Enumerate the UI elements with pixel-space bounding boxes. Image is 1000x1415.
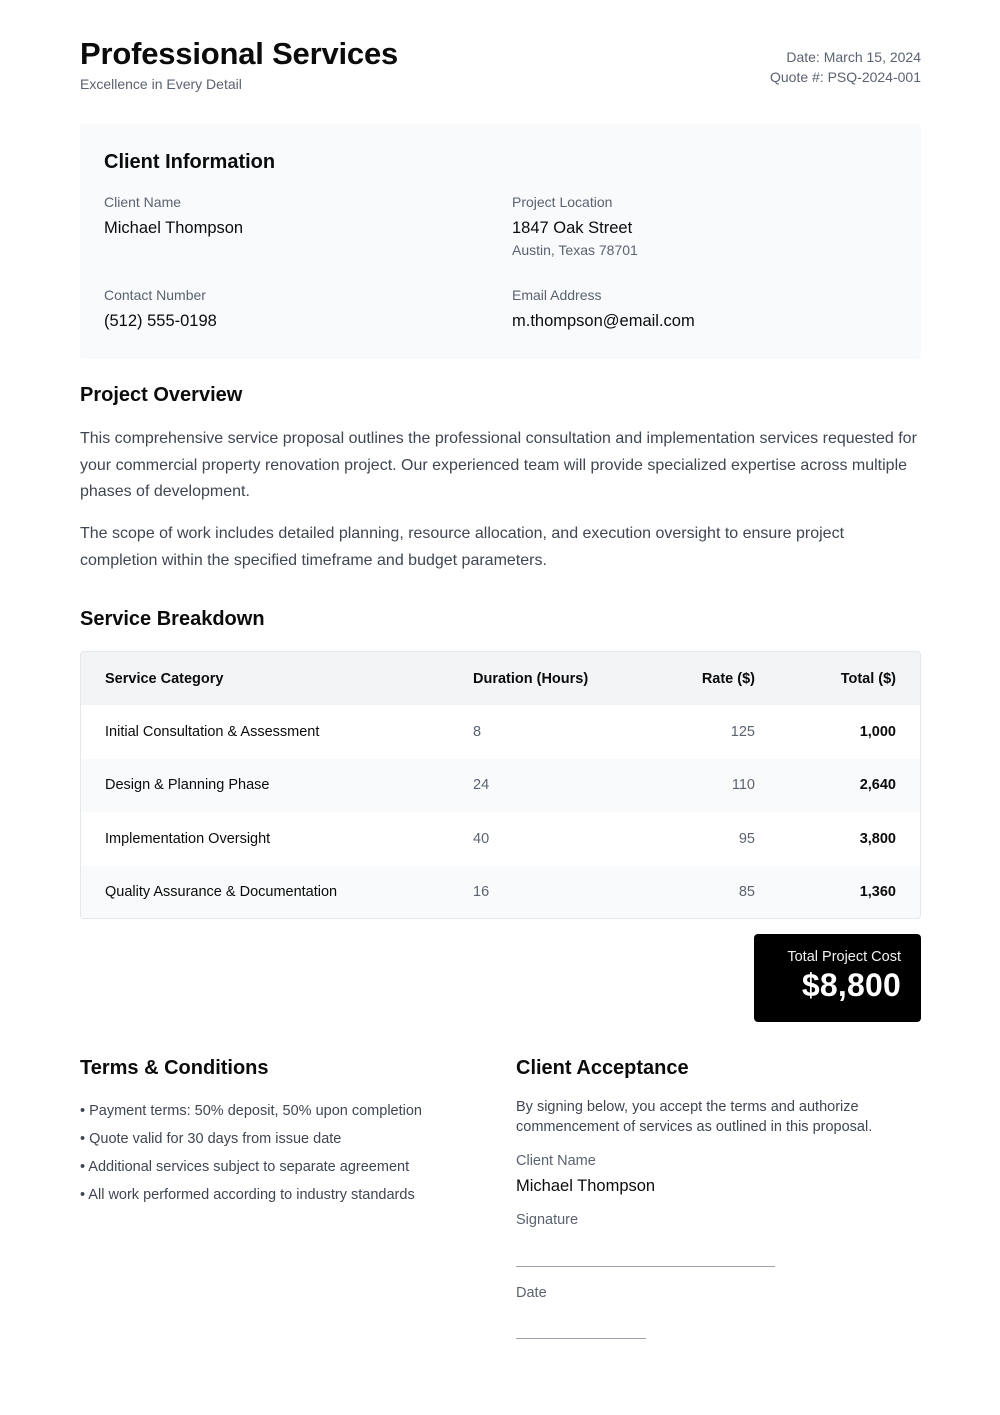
client-info-heading: Client Information bbox=[104, 151, 276, 173]
acceptance-client-name-label: Client Name bbox=[516, 1153, 596, 1169]
list-item: • Payment terms: 50% deposit, 50% upon completion bbox=[80, 1103, 422, 1119]
acceptance-client-name-field bbox=[516, 1153, 921, 1196]
list-item: • Quote valid for 30 days from issue date bbox=[80, 1131, 342, 1147]
project-location-field bbox=[512, 194, 638, 258]
project-location-city: Austin, Texas 78701 bbox=[512, 242, 638, 258]
list-item: • All work performed according to industry standards bbox=[80, 1187, 415, 1203]
date-line[interactable] bbox=[516, 1338, 646, 1339]
table-header-row bbox=[81, 652, 920, 705]
service-category-cell: Design & Planning Phase bbox=[105, 777, 270, 794]
service-breakdown-heading: Service Breakdown bbox=[80, 608, 265, 630]
rate-cell: 95 bbox=[738, 830, 755, 847]
table-row bbox=[81, 812, 920, 866]
service-breakdown-table bbox=[80, 651, 921, 919]
company-title: Professional Services bbox=[80, 36, 399, 71]
list-item: • Additional services subject to separate agreement bbox=[80, 1159, 410, 1175]
table-row bbox=[81, 759, 920, 813]
acceptance-heading: Client Acceptance bbox=[516, 1057, 689, 1079]
client-acceptance-section bbox=[516, 1057, 921, 1339]
total-cost-label: Total Project Cost bbox=[787, 949, 901, 965]
total-cost-value: $8,800 bbox=[801, 967, 901, 1003]
acceptance-client-name-value: Michael Thompson bbox=[516, 1177, 656, 1195]
email-address-label: Email Address bbox=[512, 287, 602, 303]
total-cell: 1,000 bbox=[859, 723, 896, 740]
signature-field[interactable] bbox=[516, 1212, 921, 1267]
table-row bbox=[81, 866, 920, 920]
contact-number-label: Contact Number bbox=[104, 287, 206, 303]
client-name-label: Client Name bbox=[104, 194, 182, 210]
overview-paragraph-1: This comprehensive service proposal outlines the professional consultation and implementation services requested for your commercial property renovation project. Our experienced team will provide specialized expertise across multiple phases of development. bbox=[80, 430, 917, 500]
rate-cell: 125 bbox=[730, 723, 755, 740]
project-location-street: 1847 Oak Street bbox=[512, 219, 633, 237]
company-tagline: Excellence in Every Detail bbox=[80, 76, 242, 92]
date-label: Date bbox=[516, 1285, 547, 1301]
rate-cell: 110 bbox=[731, 777, 755, 794]
signature-label: Signature bbox=[516, 1212, 579, 1228]
total-cell: 2,640 bbox=[859, 777, 896, 794]
column-header-service-category: Service Category bbox=[105, 670, 224, 687]
signature-line[interactable] bbox=[516, 1266, 775, 1267]
rate-cell: 85 bbox=[738, 884, 755, 901]
column-header-rate: Rate ($) bbox=[701, 670, 755, 687]
total-project-cost-box bbox=[754, 934, 921, 1022]
project-overview-heading: Project Overview bbox=[80, 384, 243, 406]
date-field[interactable] bbox=[516, 1285, 921, 1339]
column-header-total: Total ($) bbox=[840, 670, 896, 687]
contact-number-field bbox=[104, 287, 217, 331]
service-category-cell: Quality Assurance & Documentation bbox=[105, 884, 338, 901]
quote-number: Quote #: PSQ-2024-001 bbox=[770, 69, 921, 85]
email-address-value: m.thompson@email.com bbox=[512, 312, 695, 330]
table-row bbox=[81, 705, 920, 759]
service-category-cell: Initial Consultation & Assessment bbox=[105, 723, 320, 740]
duration-cell: 8 bbox=[473, 723, 482, 740]
duration-cell: 40 bbox=[473, 830, 490, 847]
quote-page bbox=[80, 0, 921, 1415]
client-name-value: Michael Thompson bbox=[104, 219, 244, 237]
quote-date: Date: March 15, 2024 bbox=[786, 49, 921, 65]
overview-paragraph-2: The scope of work includes detailed planning, resource allocation, and execution oversight to ensure project completion within the specified timeframe and budget parameters. bbox=[80, 525, 845, 569]
terms-list bbox=[80, 1097, 480, 1209]
column-header-duration: Duration (Hours) bbox=[473, 670, 589, 687]
total-cell: 3,800 bbox=[859, 830, 896, 847]
terms-section bbox=[80, 1057, 480, 1209]
terms-heading: Terms & Conditions bbox=[80, 1057, 269, 1079]
duration-cell: 24 bbox=[473, 777, 490, 794]
contact-number-value: (512) 555-0198 bbox=[104, 312, 217, 330]
quote-meta bbox=[770, 47, 921, 87]
client-info-card bbox=[80, 124, 921, 359]
client-name-field bbox=[104, 194, 243, 238]
document-header bbox=[80, 36, 921, 96]
email-address-field bbox=[512, 287, 695, 331]
total-cell: 1,360 bbox=[859, 884, 896, 901]
project-location-label: Project Location bbox=[512, 194, 613, 210]
duration-cell: 16 bbox=[473, 884, 490, 901]
service-category-cell: Implementation Oversight bbox=[105, 830, 271, 847]
acceptance-text: By signing below, you accept the terms and authorize commencement of services as outlined in this proposal. bbox=[516, 1099, 873, 1135]
